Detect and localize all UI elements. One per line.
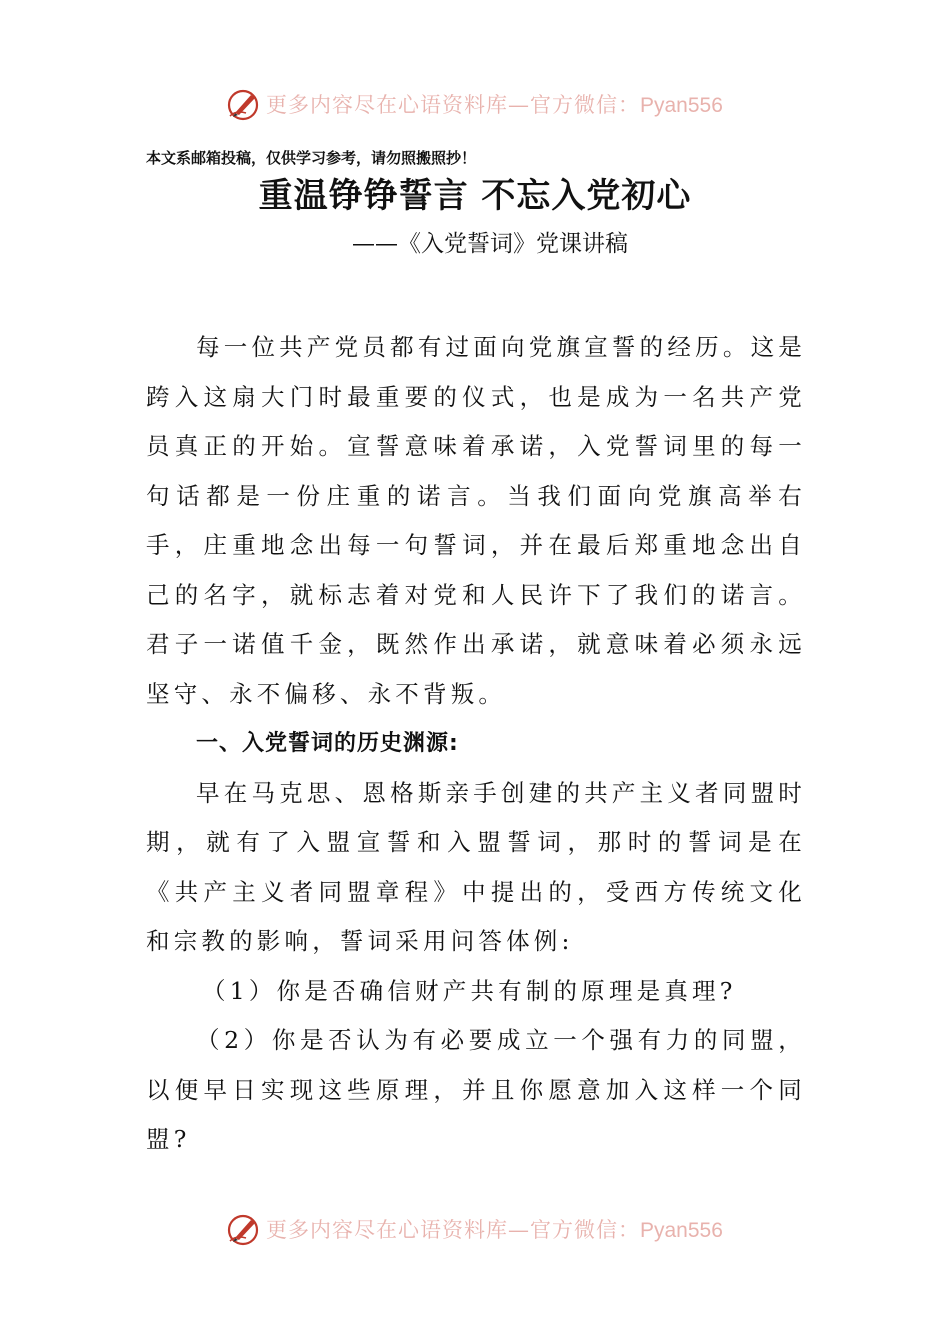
- pen-logo-icon: [226, 1211, 262, 1247]
- page-subtitle: ——《入党誓词》党课讲稿: [352, 231, 628, 257]
- page-title: 重温铮铮誓言 不忘入党初心: [258, 176, 692, 216]
- submission-note: 本文系邮箱投稿，仅供学习参考，请勿照搬照抄！: [146, 149, 477, 167]
- article-body: [146, 323, 806, 1165]
- watermark-banner-bottom: [0, 1209, 950, 1249]
- paragraph: 每一位共产党员都有过面向党旗宣誓的经历。这是跨入这扇大门时最重要的仪式，也是成为一名共产党员真正的开始。宣誓意味着承诺，入党誓词里的每一句话都是一份庄重的诺言。当我们面向党旗高举右手，庄重地念出每一句誓词，并在最后郑重地念出自己的名字，就标志着对党和人民许下了我们的诺言。君子一诺值千金，既然作出承诺，就意味着必须永远坚守、永不偏移、永不背叛。: [146, 333, 806, 708]
- oath-question-2: （2）你是否认为有必要成立一个强有力的同盟，以便早日实现这些原理，并且你愿意加入这样一个同盟?: [146, 1026, 806, 1153]
- watermark-banner-top: [0, 84, 950, 124]
- wechat-id: Pyan556: [640, 1219, 723, 1242]
- pen-logo-icon: [226, 86, 262, 122]
- paragraph: 早在马克思、恩格斯亲手创建的共产主义者同盟时期，就有了入盟宣誓和入盟誓词，那时的誓词是在《共产主义者同盟章程》中提出的，受西方传统文化和宗教的影响，誓词采用问答体例:: [146, 778, 806, 955]
- wechat-id: Pyan556: [640, 94, 723, 117]
- watermark-text: 更多内容尽在心语资料库—官方微信：Pyan556: [266, 1218, 723, 1242]
- oath-question-1: （1）你是否确信财产共有制的原理是真理?: [202, 976, 737, 1005]
- section-heading: 一、入党誓词的历史渊源:: [196, 731, 459, 756]
- watermark-text: 更多内容尽在心语资料库—官方微信：Pyan556: [266, 93, 723, 117]
